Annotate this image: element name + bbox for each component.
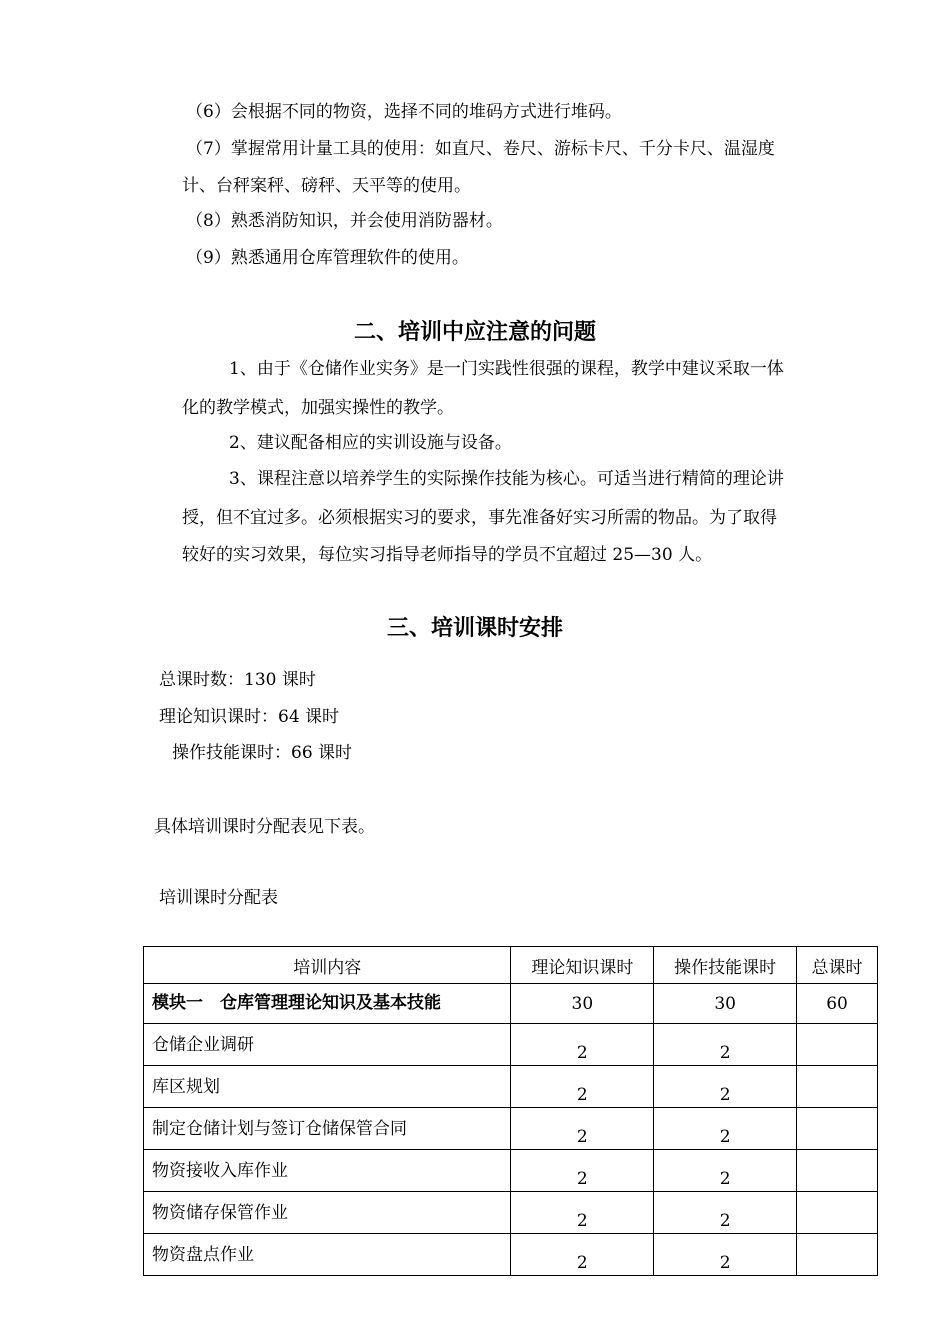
section-3-heading: 三、培训课时安排 xyxy=(386,616,563,641)
table-row xyxy=(144,1066,878,1108)
cell-content: 物资接收入库作业 xyxy=(144,1150,511,1192)
total-hours: 总课时数：130 课时 xyxy=(159,670,316,690)
theory-hours: 理论知识课时：64 课时 xyxy=(159,707,340,727)
cell-theory: 30 xyxy=(511,984,654,1024)
table-title: 培训课时分配表 xyxy=(159,888,278,908)
cell-content: 物资盘点作业 xyxy=(144,1234,511,1276)
list-item-9: （9）熟悉通用仓库管理软件的使用。 xyxy=(186,248,469,268)
cell-total xyxy=(797,1024,878,1066)
section-2-paragraph-1: 1、由于《仓储作业实务》是一门实践性很强的课程，教学中建议采取一体 xyxy=(229,359,784,379)
cell-total xyxy=(797,1234,878,1276)
cell-content: 库区规划 xyxy=(144,1066,511,1108)
cell-theory: 2 xyxy=(511,1066,654,1108)
cell-theory: 2 xyxy=(511,1234,654,1276)
cell-content: 仓储企业调研 xyxy=(144,1024,511,1066)
cell-practice: 2 xyxy=(654,1150,797,1192)
cell-practice: 2 xyxy=(654,1234,797,1276)
header-total-hours: 总课时 xyxy=(797,947,878,984)
section-2-paragraph-3: 3、课程注意以培养学生的实际操作技能为核心。可适当进行精简的理论讲 xyxy=(229,469,784,489)
cell-practice: 2 xyxy=(654,1066,797,1108)
cell-practice: 2 xyxy=(654,1108,797,1150)
section-2-heading: 二、培训中应注意的问题 xyxy=(353,320,596,345)
cell-theory: 2 xyxy=(511,1150,654,1192)
see-table-note: 具体培训课时分配表见下表。 xyxy=(154,817,375,837)
list-item-8: （8）熟悉消防知识，并会使用消防器材。 xyxy=(186,211,503,231)
table-row xyxy=(144,1108,878,1150)
cell-theory: 2 xyxy=(511,1192,654,1234)
cell-total xyxy=(797,1066,878,1108)
list-item-7: （7）掌握常用计量工具的使用：如直尺、卷尺、游标卡尺、千分卡尺、温湿度 xyxy=(186,139,775,159)
cell-content: 物资储存保管作业 xyxy=(144,1192,511,1234)
cell-practice: 2 xyxy=(654,1192,797,1234)
section-2-paragraph-3-line-2: 授，但不宜过多。必须根据实习的要求，事先准备好实习所需的物品。为了取得 xyxy=(182,508,777,528)
cell-total: 60 xyxy=(797,984,878,1024)
table-row xyxy=(144,1024,878,1066)
list-item-6: （6）会根据不同的物资，选择不同的堆码方式进行堆码。 xyxy=(186,102,622,122)
cell-theory: 2 xyxy=(511,1024,654,1066)
training-hours-table xyxy=(143,946,878,1276)
section-2-paragraph-3-line-3: 较好的实习效果，每位实习指导老师指导的学员不宜超过 25—30 人。 xyxy=(182,545,713,565)
table-row xyxy=(144,1234,878,1276)
header-theory-hours: 理论知识课时 xyxy=(511,947,654,984)
header-practice-hours: 操作技能课时 xyxy=(654,947,797,984)
table-header-row xyxy=(144,947,878,984)
header-content: 培训内容 xyxy=(144,947,511,984)
section-2-paragraph-2: 2、建议配备相应的实训设施与设备。 xyxy=(229,433,512,453)
table-row xyxy=(144,1150,878,1192)
cell-practice: 30 xyxy=(654,984,797,1024)
list-item-7-continued: 计、台秤案秤、磅秤、天平等的使用。 xyxy=(182,176,471,196)
cell-content: 模块一 仓库管理理论知识及基本技能 xyxy=(144,984,511,1024)
cell-total xyxy=(797,1192,878,1234)
cell-total xyxy=(797,1108,878,1150)
section-2-paragraph-1-continued: 化的教学模式，加强实操性的教学。 xyxy=(182,398,454,418)
practice-hours: 操作技能课时：66 课时 xyxy=(172,743,353,763)
cell-practice: 2 xyxy=(654,1024,797,1066)
cell-total xyxy=(797,1150,878,1192)
table-row xyxy=(144,984,878,1024)
table-row xyxy=(144,1192,878,1234)
cell-content: 制定仓储计划与签订仓储保管合同 xyxy=(144,1108,511,1150)
cell-theory: 2 xyxy=(511,1108,654,1150)
